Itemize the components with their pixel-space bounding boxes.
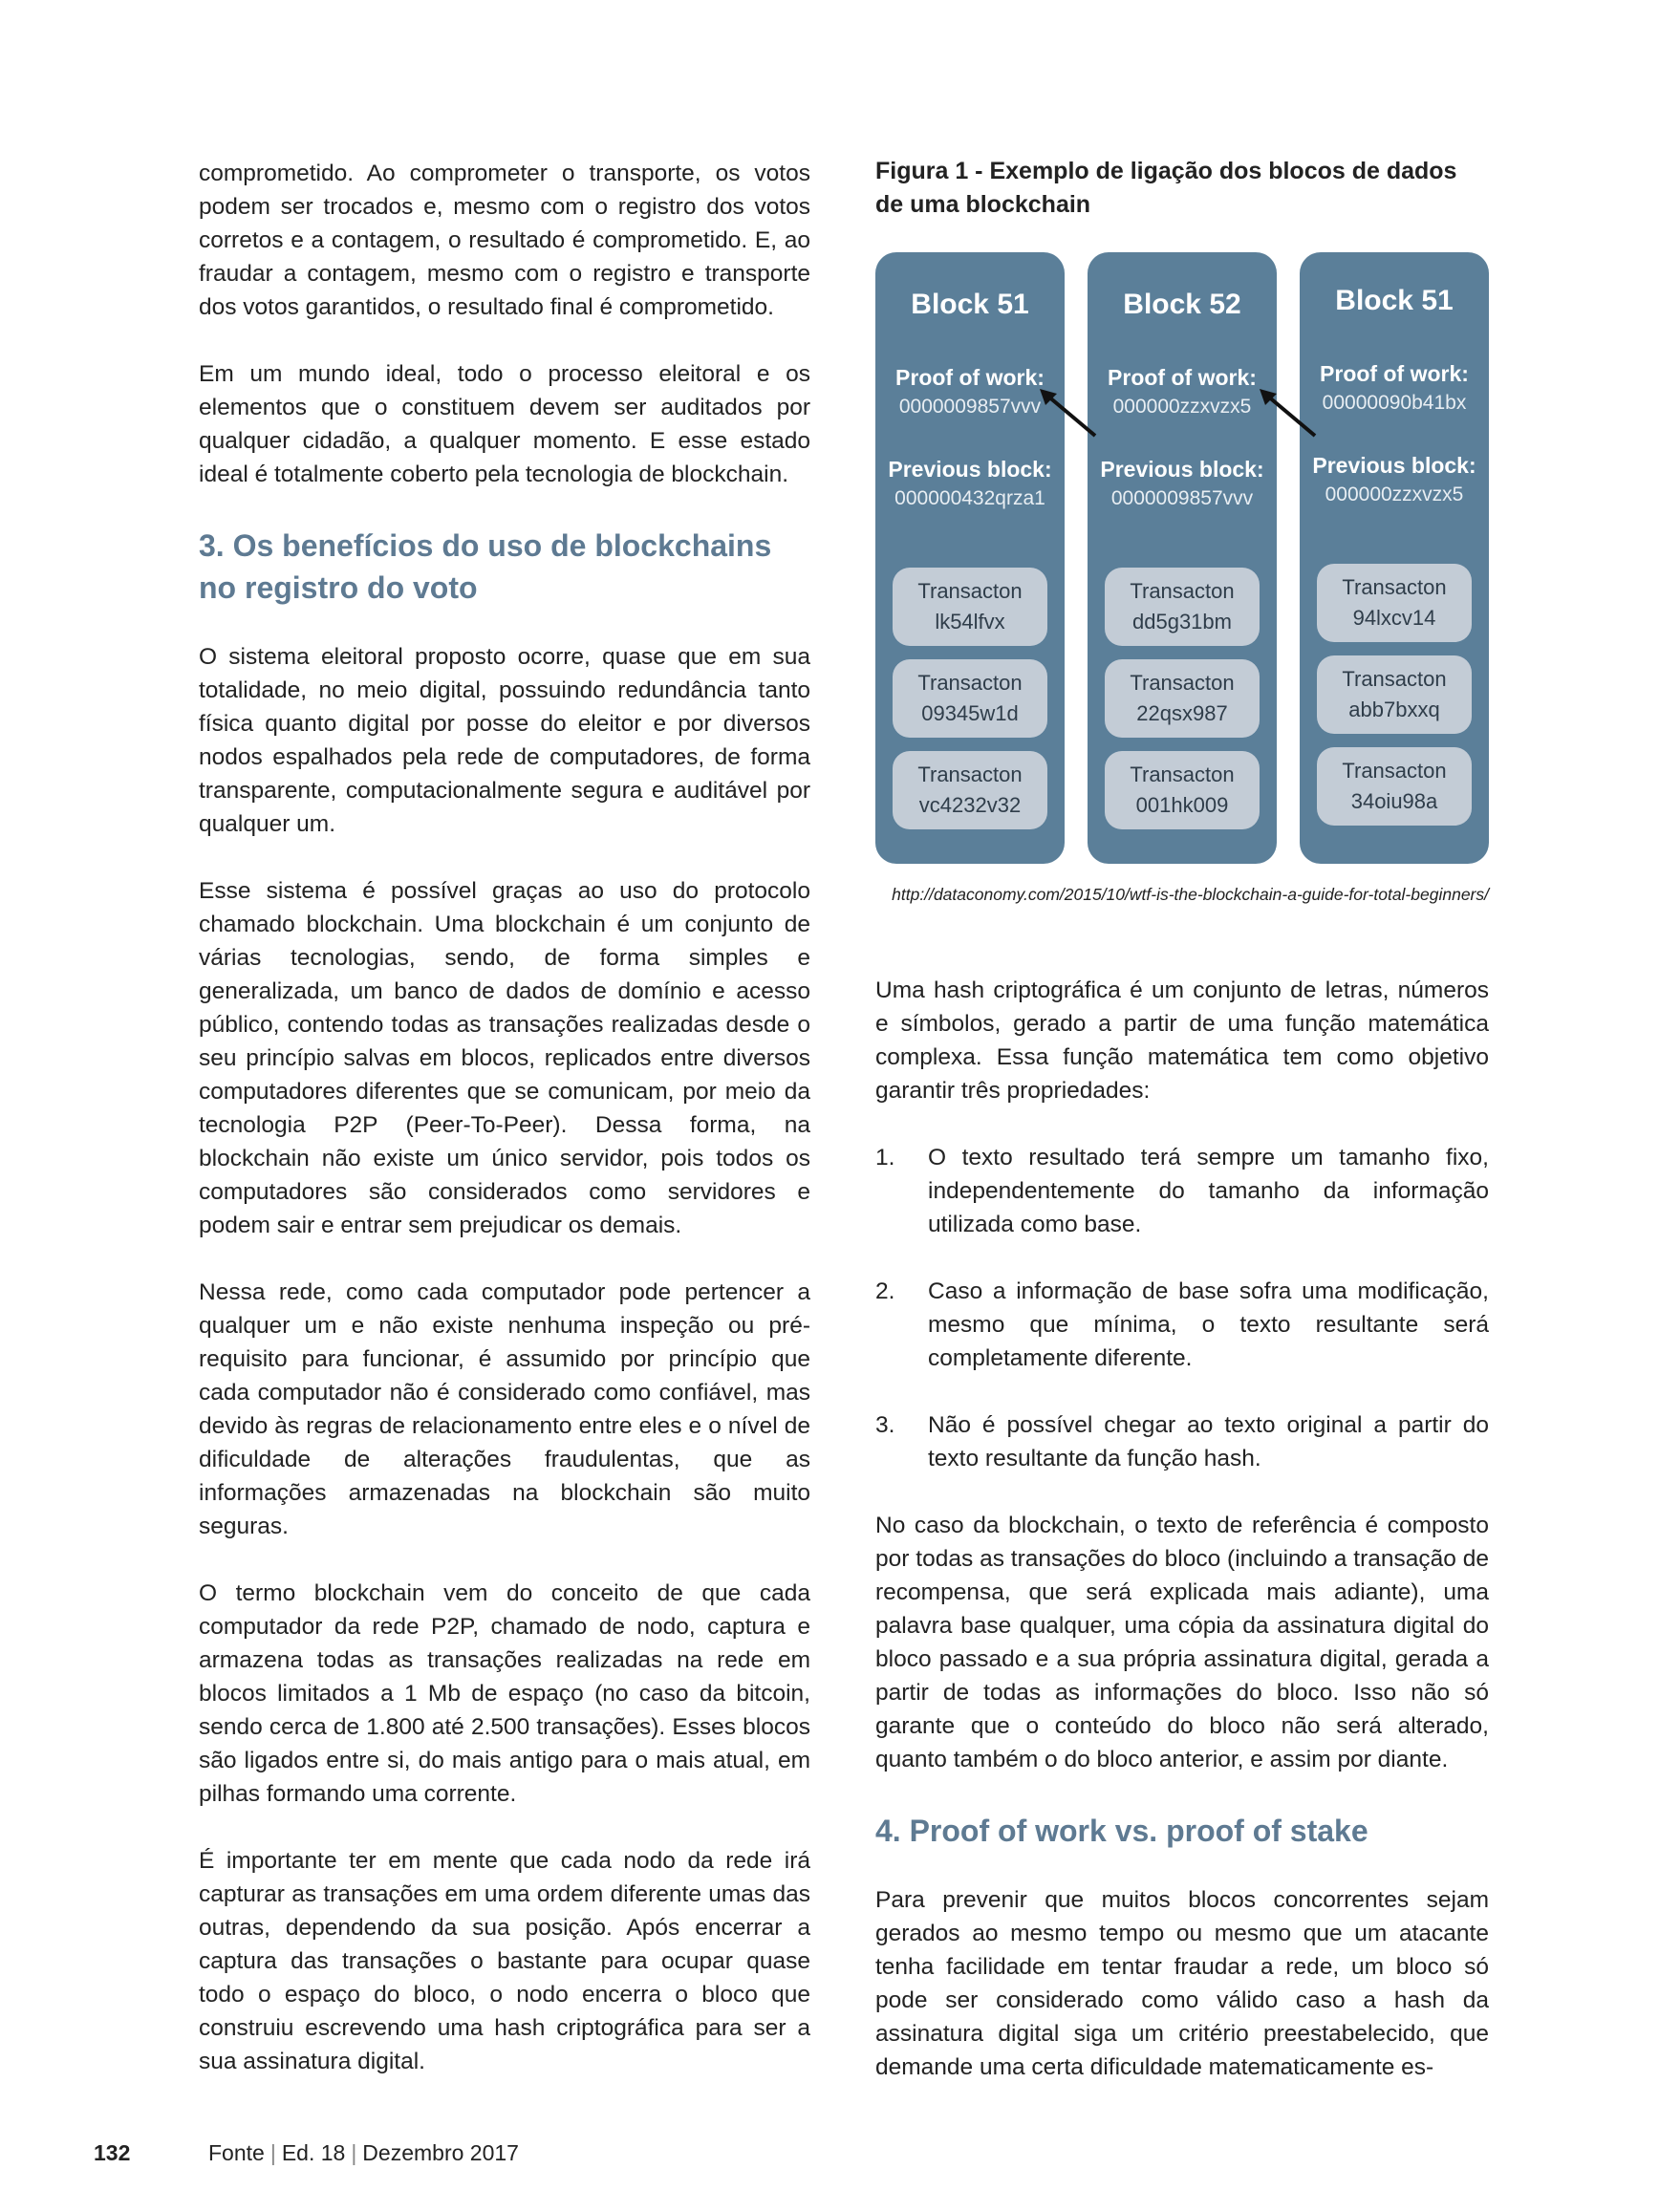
edition: Ed. 18: [281, 2140, 346, 2165]
transaction-id: 22qsx987: [1136, 701, 1228, 725]
paragraph: Nessa rede, como cada computador pode pertencer a qualquer um e não existe nenhuma inspeção ou pré-requisito para funcionar, é assumido por princípio que cada computador não é considerado como confiável, mas devido às regras de relacionamento entre eles e o nível de dificuldade de alterações fraudulentas, que as informações armazenadas na blockchain são muito seguras.: [199, 1279, 810, 1539]
transaction-box: [1105, 659, 1260, 738]
previous-block-label: Previous block:: [1312, 453, 1476, 478]
link-arrow-icon: [1036, 386, 1103, 440]
previous-block-hash: 000000432qrza1: [894, 487, 1045, 509]
transaction-id: vc4232v32: [918, 793, 1022, 817]
block-title: Block 51: [911, 289, 1029, 320]
figure-source: http://dataconomy.com/2015/10/wtf-is-the-blockchain-a-guide-for-total-beginners/: [892, 885, 1489, 904]
block-card: [1088, 252, 1277, 864]
paragraph: comprometido. Ao comprometer o transporte, os votos podem ser trocados e, mesmo com o registro dos votos corretos e a contagem, o resultado é comprometido. E, ao fraudar a contagem, mesmo com o registro e transporte dos votos garantidos, o resultado final é comprometido.: [199, 161, 810, 320]
footer-info: Fonte | Ed. 18 | Dezembro 2017: [208, 2140, 519, 2165]
blockchain-figure: [875, 252, 1489, 864]
previous-block-label: Previous block:: [888, 457, 1052, 482]
paragraph: O termo blockchain vem do conceito de que cada computador da rede P2P, chamado de nodo, captura e armazena todas as transações realizadas na rede em blocos limitados a 1 Mb de espaço (no caso da bitcoin, sendo cerca de 1.800 até 2.500 transações). Esses blocos são ligados entre si, do mais antigo para o mais atual, em pilhas formando uma corrente.: [199, 1580, 810, 1807]
figure-title: Figura 1 - Exemplo de ligação dos blocos de dados de uma blockchain: [875, 158, 1457, 218]
transaction-id: 001hk009: [1135, 793, 1229, 817]
list-text: Caso a informação de base sofra uma modificação, mesmo que mínima, o texto resultante será completamente diferente.: [928, 1278, 1489, 1371]
section-heading-3: 3. Os benefícios do uso de blockchains no registro do voto: [199, 528, 772, 605]
list-number: 1.: [875, 1145, 895, 1170]
previous-block-hash: 000000zzxvzx5: [1325, 483, 1464, 505]
transaction-label: Transacton: [1342, 575, 1447, 599]
proof-of-work-hash: 0000009857vvv: [898, 396, 1042, 418]
transaction-id: 34oiu98a: [1350, 789, 1438, 813]
publication-name: Fonte: [208, 2140, 265, 2165]
transaction-id: lk54lfvx: [935, 610, 1005, 634]
transaction-box: [1105, 751, 1260, 829]
list-item: [875, 1275, 1489, 1375]
list-number: 2.: [875, 1278, 895, 1304]
paragraph: Em um mundo ideal, todo o processo eleitoral e os elementos que o constituem devem ser auditados por qualquer cidadão, a qualquer momento. E esse estado ideal é totalmente coberto pela tecnologia de blockchain.: [199, 361, 810, 487]
transaction-label: Transacton: [917, 579, 1023, 603]
block-card: [1300, 252, 1489, 864]
paragraph: É importante ter em mente que cada nodo da rede irá capturar as transações em uma ordem diferente umas das outras, dependendo da sua posição. Após encerrar a captura das transações o bastante para ocupar quase todo o espaço do bloco, o nodo encerra o bloco que construiu escrevendo uma hash criptográfica para ser a sua assinatura digital.: [199, 1848, 810, 2074]
paragraph: O sistema eleitoral proposto ocorre, quase que em sua totalidade, no meio digital, possuindo redundância tanto física quanto digital por posse do eleitor e por diversos nodos espalhados pela rede de computadores, de forma transparente, computacionalmente segura e auditável por qualquer um.: [199, 644, 810, 837]
transaction-box: [1317, 564, 1472, 642]
right-column: [875, 974, 1489, 2117]
previous-block-label: Previous block:: [1100, 457, 1264, 482]
list-item: [875, 1141, 1489, 1241]
list-text: O texto resultado terá sempre um tamanho fixo, independentemente do tamanho da informação utilizada como base.: [928, 1145, 1489, 1237]
paragraph: Esse sistema é possível graças ao uso do protocolo chamado blockchain. Uma blockchain é um conjunto de várias tecnologias, sendo, de forma simples e generalizada, um banco de dados de domínio e acesso público, contendo todas as transações realizadas desde o seu princípio salvas em blocos, replicados entre diversos computadores diferentes que se comunicam, por meio da tecnologia P2P (Peer-To-Peer). Dessa forma, na blockchain não existe um único servidor, pois todos os computadores são considerados como servidores e podem sair e entrar sem prejudicar os demais.: [199, 878, 810, 1238]
proof-of-work-label: Proof of work:: [895, 365, 1045, 390]
transaction-box: [1105, 568, 1260, 646]
transaction-label: Transacton: [1130, 671, 1235, 695]
transaction-label: Transacton: [1342, 759, 1447, 783]
list-number: 3.: [875, 1412, 895, 1438]
transaction-label: Transacton: [1130, 762, 1235, 786]
block-card: [875, 252, 1065, 864]
transaction-id: 09345w1d: [921, 701, 1019, 725]
proof-of-work-label: Proof of work:: [1108, 365, 1257, 390]
transaction-id: 94lxcv14: [1352, 606, 1436, 630]
block-title: Block 52: [1123, 289, 1241, 320]
list-item: [875, 1408, 1489, 1475]
transaction-label: Transacton: [1342, 667, 1447, 691]
transaction-id: dd5g31bm: [1132, 610, 1232, 634]
paragraph: Para prevenir que muitos blocos concorrentes sejam gerados ao mesmo tempo ou mesmo que um atacante tenha facilidade em tentar fraudar a rede, um bloco só pode ser considerado como válido caso a hash da assinatura digital siga um critério preestabelecido, que demande uma certa dificuldade matematicamente es-: [875, 1887, 1489, 2080]
proof-of-work-hash: 000000zzxvzx5: [1112, 396, 1252, 418]
link-arrow-icon: [1256, 386, 1323, 440]
transaction-label: Transacton: [1130, 579, 1235, 603]
page-number: 132: [94, 2140, 131, 2165]
transaction-box: [1317, 747, 1472, 826]
proof-of-work-label: Proof of work:: [1320, 361, 1469, 386]
block-title: Block 51: [1335, 285, 1454, 316]
transaction-id: abb7bxxq: [1348, 698, 1440, 721]
section-heading-4: 4. Proof of work vs. proof of stake: [875, 1814, 1368, 1848]
left-column: [199, 157, 810, 2112]
paragraph: No caso da blockchain, o texto de referência é composto por todas as transações do bloco (incluindo a transação de recompensa, que será explicada mais adiante), uma palavra base qualquer, uma cópia da assinatura digital do bloco passado e a sua própria assinatura digital, gerada a partir de todas as informações do bloco. Isso não só garante que o conteúdo do bloco não será alterado, quanto também o do bloco anterior, e assim por diante.: [875, 1513, 1489, 1772]
transaction-label: Transacton: [917, 762, 1023, 786]
transaction-box: [893, 568, 1047, 646]
transaction-box: [1317, 655, 1472, 734]
transaction-label: Transacton: [917, 671, 1023, 695]
proof-of-work-hash: 00000090b41bx: [1322, 392, 1467, 414]
paragraph: Uma hash criptográfica é um conjunto de letras, números e símbolos, gerado a partir de uma função matemática complexa. Essa função matemática tem como objetivo garantir três propriedades:: [875, 977, 1489, 1104]
list-text: Não é possível chegar ao texto original a partir do texto resultante da função hash.: [928, 1412, 1489, 1471]
previous-block-hash: 0000009857vvv: [1110, 487, 1254, 509]
issue-date: Dezembro 2017: [362, 2140, 519, 2165]
transaction-box: [893, 751, 1047, 829]
transaction-box: [893, 659, 1047, 738]
